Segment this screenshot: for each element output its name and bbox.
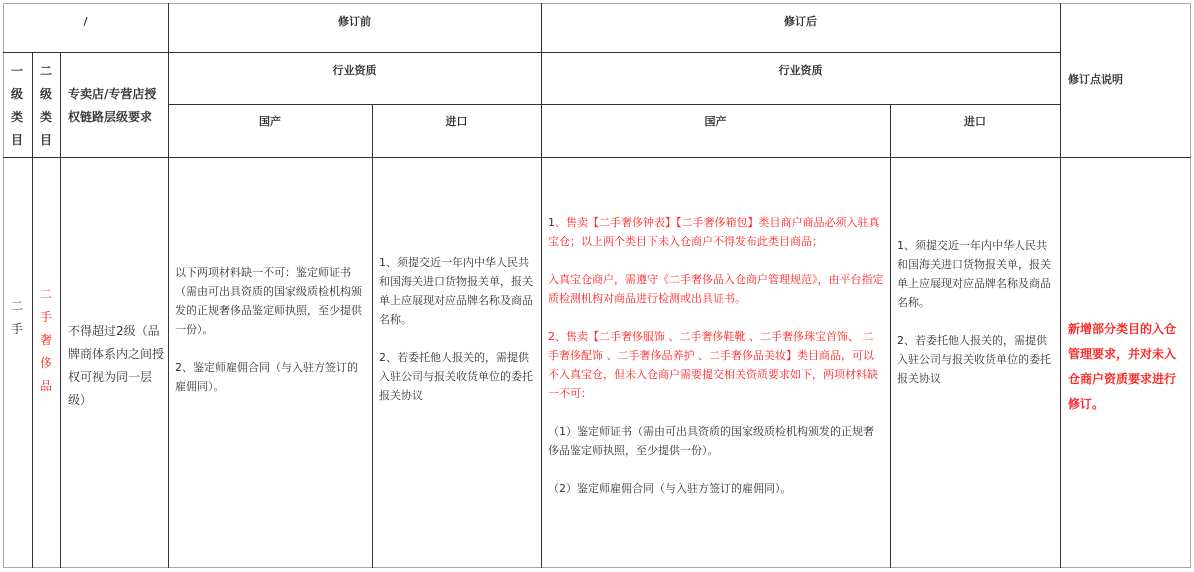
header-before-import: 进口 [445, 115, 468, 128]
header-level2-category: 二级类目 [39, 64, 52, 147]
cell-level2-category: 二手奢侈品 [39, 287, 52, 393]
header-before-industry-qualification: 行业资质 [332, 64, 377, 77]
paragraph-non-warehouse-categories: 2、售卖【二手奢侈服饰 、二手奢侈鞋靴 、二手奢侈珠宝首饰、 二手奢侈配饰 、二手奢侈品养护 、二手奢侈品美妆】类目商品，可以不入真宝仓，但未入仓商户需要提交相关资质要求如下，两项材料缺一不可： [548, 330, 878, 400]
header-after-industry-qualification: 行业资质 [778, 64, 823, 77]
paragraph-appraiser-certificate: （1）鉴定师证书（需由可出具资质的国家级质检机构颁发的正规奢侈品鉴定师执照，至少提供一份）。 [548, 425, 874, 457]
header-auth-chain-requirement: 专卖店/专营店授权链路层级要求 [68, 87, 157, 124]
cell-auth-chain-requirement: 不得超过2级（品牌商体系内之间授权可视为同一层级） [68, 324, 165, 407]
header-after-revision: 修订后 [784, 15, 817, 28]
grid-line [1060, 3, 1061, 568]
paragraph: 2、若委托他人报关的，需提供入驻公司与报关收货单位的委托报关协议 [379, 351, 533, 402]
cell-before-import [379, 253, 537, 405]
item-number: 1 [548, 216, 555, 229]
cell-level1-category: 二手 [10, 299, 23, 336]
paragraph: 1、须提交近一年内中华人民共和国海关进口货物报关单，报关单上应展现对应品牌名称及商品名称。 [897, 239, 1051, 309]
paragraph-warehouse-rules: 入真宝仓商户，需遵守《二手奢侈品入仓商户管理规范》，由平台指定质检测机构对商品进行检测或出具证书。 [548, 273, 884, 305]
header-level1-category: 一级类目 [10, 64, 23, 147]
header-revision-notes: 修订点说明 [1068, 73, 1123, 86]
paragraph: 1、须提交近一年内中华人民共和国海关进口货物报关单，报关单上应展现对应品牌名称及商品名称。 [379, 256, 533, 326]
grid-line [32, 52, 33, 568]
grid-line [168, 104, 1060, 105]
paragraph-appraiser-contract: （2）鉴定师雇佣合同（与入驻方签订的雇佣同）。 [548, 482, 792, 495]
paragraph: 2、若委托他人报关的，需提供入驻公司与报关收货单位的委托报关协议 [897, 334, 1051, 385]
cell-revision-notes: 新增部分类目的入仓管理要求，并对未入仓商户资质要求进行修订。 [1068, 322, 1177, 411]
header-before-domestic: 国产 [259, 115, 281, 128]
grid-line [3, 157, 1191, 158]
paragraph-warehouse-requirement: 1、售卖【二手奢侈钟表】【二手奢侈箱包】类目商户商品必须入驻真宝仓；以上两个类目下未入仓商户不得发布此类目商品； [548, 216, 880, 248]
header-slash: / [83, 15, 88, 28]
header-before-revision: 修订前 [338, 15, 371, 28]
grid-line [372, 104, 373, 568]
header-after-domestic: 国产 [704, 115, 727, 128]
cell-after-import [897, 236, 1055, 388]
grid-line [541, 3, 542, 568]
header-after-import: 进口 [964, 115, 986, 128]
grid-line [890, 104, 891, 568]
cell-after-domestic [548, 213, 884, 498]
grid-line [60, 52, 61, 568]
grid-line [3, 52, 1060, 53]
paragraph: 以下两项材料缺一不可：鉴定师证书（需由可出具资质的国家级质检机构颁发的正规奢侈品鉴定师执照，至少提供一份）。 [175, 266, 362, 336]
paragraph: 2、鉴定师雇佣合同（与入驻方签订的雇佣同）。 [175, 361, 358, 393]
grid-line [168, 3, 169, 568]
cell-before-domestic [175, 263, 368, 396]
